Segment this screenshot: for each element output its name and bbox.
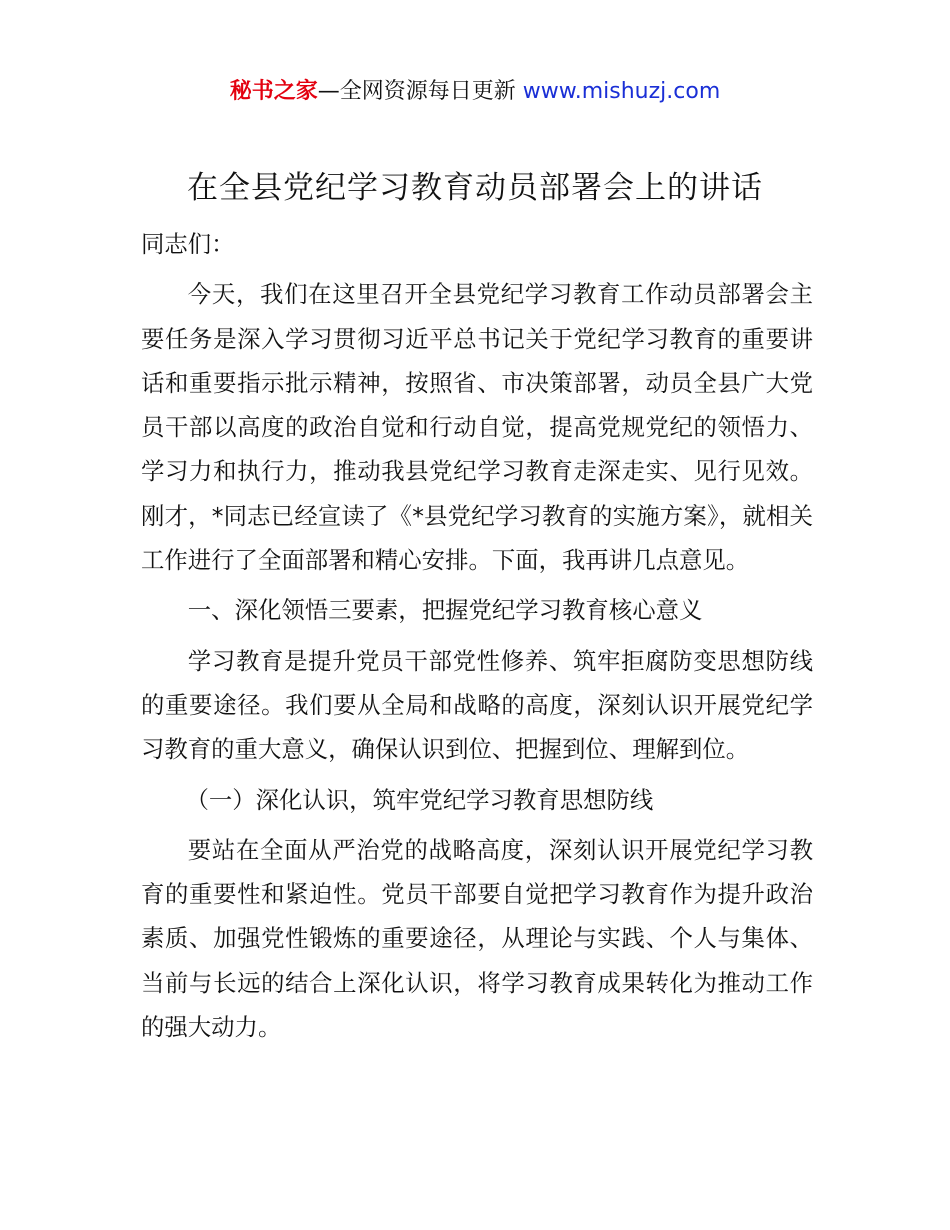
site-brand: 秘书之家 bbox=[229, 79, 318, 104]
site-header bbox=[0, 76, 950, 108]
section-heading-1: 一、深化领悟三要素，把握党纪学习教育核心意义 bbox=[187, 596, 703, 625]
paragraph-section-1: 学习教育是提升党员干部党性修养、筑牢拒腐防变思想防线的重要途径。我们要从全局和战略的高度，深刻认识开展党纪学习教育的重大意义，确保认识到位、把握到位、理解到位。 bbox=[141, 646, 813, 764]
paragraph-subsection-1: 要站在全面从严治党的战略高度，深刻认识开展党纪学习教育的重要性和紧迫性。党员干部要自觉把学习教育作为提升政治素质、加强党性锻炼的重要途径，从理论与实践、个人与集体、当前与长远的结合上深化认识，将学习教育成果转化为推动工作的强大动力。 bbox=[141, 835, 813, 1042]
document-body bbox=[141, 222, 813, 1049]
paragraph-intro: 今天，我们在这里召开全县党纪学习教育工作动员部署会主要任务是深入学习贯彻习近平总书记关于党纪学习教育的重要讲话和重要指示批示精神，按照省、市决策部署，动员全县广大党员干部以高度的政治自觉和行动自觉，提高党规党纪的领悟力、学习力和执行力，推动我县党纪学习教育走深走实、见行见效。刚才，*同志已经宣读了《*县党纪学习教育的实施方案》，就相关工作进行了全面部署和精心安排。下面，我再讲几点意见。 bbox=[141, 280, 813, 575]
subsection-heading-1: （一）深化认识，筑牢党纪学习教育思想防线 bbox=[185, 785, 654, 814]
site-url-link[interactable]: www.mishuzj.com bbox=[522, 79, 721, 104]
salutation: 同志们： bbox=[141, 230, 235, 258]
document-title: 在全县党纪学习教育动员部署会上的讲话 bbox=[187, 170, 763, 206]
site-tagline: —全网资源每日更新 bbox=[317, 79, 523, 104]
